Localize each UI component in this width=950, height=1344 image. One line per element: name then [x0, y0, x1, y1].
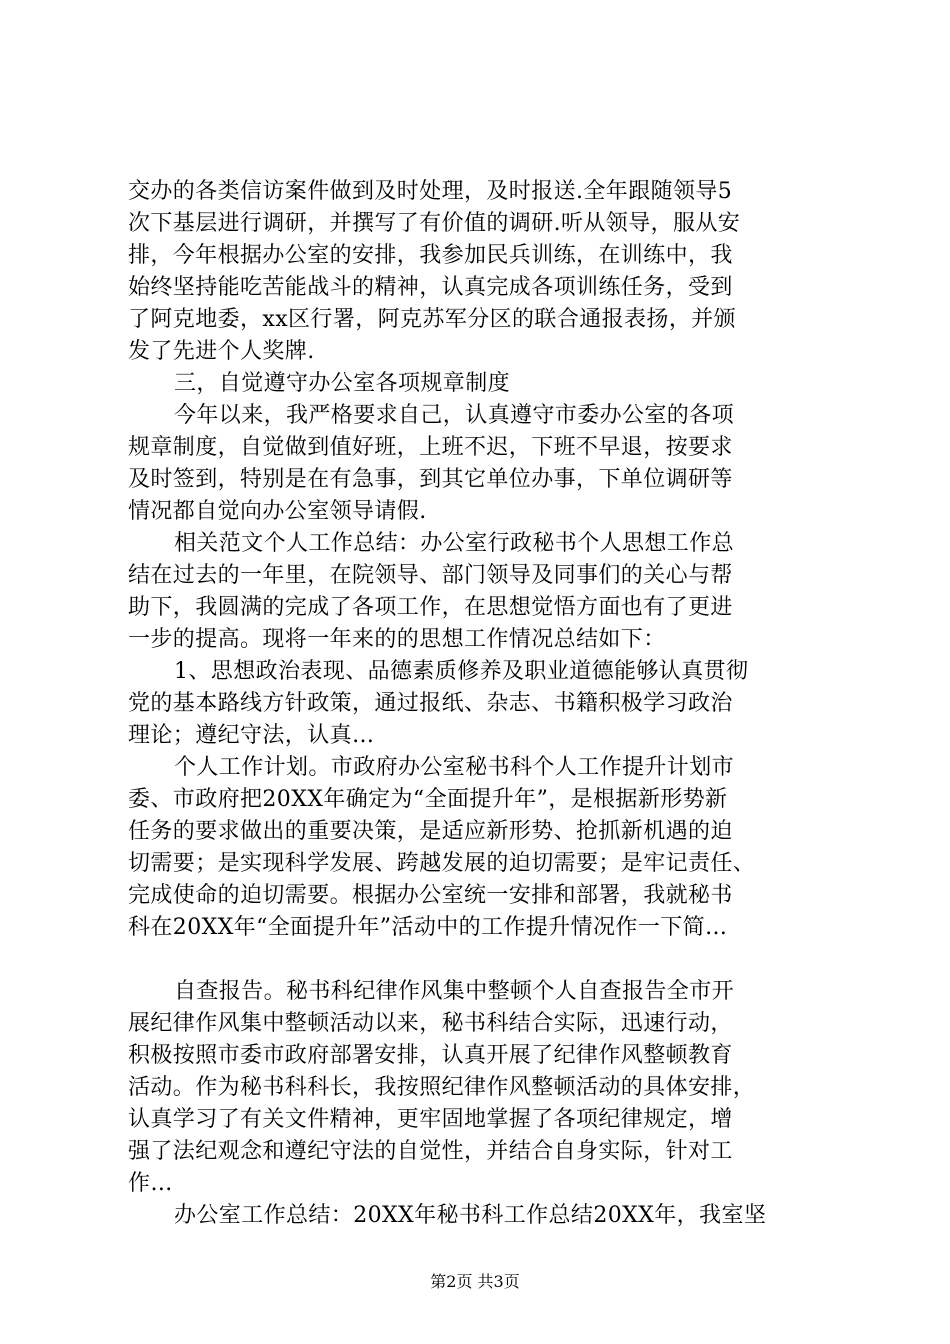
text-line: 活动。作为秘书科科长，我按照纪律作风整顿活动的具体安排， [128, 1075, 756, 1100]
text-line: 自查报告。秘书科纪律作风集中整顿个人自查报告全市开 [174, 979, 735, 1004]
page-footer: 第2页 共3页 [430, 1272, 520, 1291]
text-line: 情况都自觉向办公室领导请假. [128, 499, 427, 524]
text-line: 办公室工作总结：20XX年秘书科工作总结20XX年，我室坚 [174, 1203, 767, 1228]
text-line: 强了法纪观念和遵纪守法的自觉性，并结合自身实际，针对工 [128, 1139, 733, 1164]
text-line: 作… [128, 1171, 173, 1196]
text-line: 切需要；是实现科学发展、跨越发展的迫切需要；是牢记责任、 [128, 851, 756, 876]
text-line: 任务的要求做出的重要决策，是适应新形势、抢抓新机遇的迫 [128, 819, 733, 844]
text-line: 展纪律作风集中整顿活动以来，秘书科结合实际，迅速行动， [128, 1011, 733, 1036]
text-line: 个人工作计划。市政府办公室秘书科个人工作提升计划市 [174, 755, 735, 780]
text-line: 今年以来，我严格要求自己，认真遵守市委办公室的各项 [174, 403, 735, 428]
text-line: 了阿克地委，xx区行署，阿克苏军分区的联合通报表扬，并颁 [128, 307, 737, 332]
text-line: 始终坚持能吃苦能战斗的精神，认真完成各项训练任务，受到 [128, 275, 733, 300]
text-line: 结在过去的一年里，在院领导、部门领导及同事们的关心与帮 [128, 563, 733, 588]
text-line: 完成使命的迫切需要。根据办公室统一安排和部署，我就秘书 [128, 883, 733, 908]
text-line: 排，今年根据办公室的安排，我参加民兵训练，在训练中，我 [128, 243, 733, 268]
text-line: 积极按照市委市政府部署安排，认真开展了纪律作风整顿教育 [128, 1043, 733, 1068]
text-line: 规章制度，自觉做到值好班，上班不迟，下班不早退，按要求 [128, 435, 733, 460]
text-line: 1、思想政治表现、品德素质修养及职业道德能够认真贯彻 [174, 659, 749, 684]
text-line: 党的基本路线方针政策，通过报纸、杂志、书籍积极学习政治 [128, 691, 733, 716]
document-body [128, 176, 838, 1232]
text-line: 相关范文个人工作总结：办公室行政秘书个人思想工作总 [174, 531, 735, 556]
text-line: 发了先进个人奖牌. [128, 339, 315, 364]
text-line: 三，自觉遵守办公室各项规章制度 [174, 371, 511, 396]
text-line: 交办的各类信访案件做到及时处理，及时报送.全年跟随领导5 [128, 179, 733, 204]
text-line: 委、市政府把20XX年确定为“全面提升年”，是根据新形势新 [128, 787, 728, 812]
text-line: 理论；遵纪守法，认真… [128, 723, 375, 748]
text-line: 认真学习了有关文件精神，更牢固地掌握了各项纪律规定，增 [128, 1107, 733, 1132]
text-line: 一步的提高。现将一年来的的思想工作情况总结如下： [128, 627, 666, 652]
text-line: 科在20XX年“全面提升年”活动中的工作提升情况作一下简… [128, 915, 728, 940]
text-line: 次下基层进行调研，并撰写了有价值的调研.听从领导，服从安 [128, 211, 741, 236]
text-line: 助下，我圆满的完成了各项工作，在思想觉悟方面也有了更进 [128, 595, 733, 620]
text-line: 及时签到，特别是在有急事，到其它单位办事，下单位调研等 [128, 467, 733, 492]
